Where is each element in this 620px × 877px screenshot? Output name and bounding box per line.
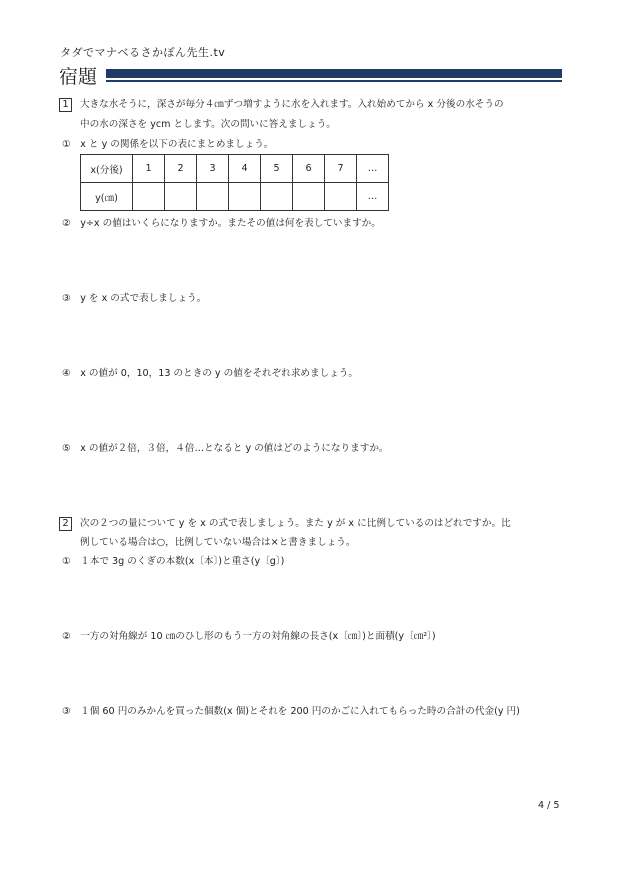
table-cell-y[interactable]: [165, 183, 197, 211]
table-cell-y[interactable]: [293, 183, 325, 211]
question-2-sub-2: ② 一方の対角線が 10 ㎝のひし形のもう一方の対角線の長さ(x〔㎝〕)と面積(y〔㎝²〕): [62, 631, 436, 642]
table-cell-y[interactable]: [197, 183, 229, 211]
table-row-y-label: y(㎝): [81, 183, 133, 211]
table-cell-y[interactable]: [261, 183, 293, 211]
question-1-intro-line-2: 中の水の深さを ycm とします。次の問いに答えましょう。: [80, 119, 336, 130]
title-band: [106, 69, 562, 83]
question-1-sub-3: ③ y を x の式で表しましょう。: [62, 293, 207, 304]
table-cell-x: 1: [133, 155, 165, 183]
table-cell-x: 4: [229, 155, 261, 183]
table-cell-x: 6: [293, 155, 325, 183]
table-cell-x: 5: [261, 155, 293, 183]
question-1-sub-1: ① x と y の関係を以下の表にまとめましょう。: [62, 139, 274, 150]
question-2-number: 2: [59, 517, 72, 531]
question-2-sub-1: ① １本で 3g のくぎの本数(x〔本〕)と重さ(y〔g〕): [62, 556, 285, 567]
table-cell-y[interactable]: [229, 183, 261, 211]
table-cell-x: …: [357, 155, 389, 183]
question-1-intro-line-1: 大きな水そうに，深さが毎分４㎝ずつ増すように水を入れます。入れ始めてから x 分後の水そうの: [80, 99, 504, 110]
table-cell-y: …: [357, 183, 389, 211]
question-2-intro-line-2: 例している場合は○，比例していない場合は×と書きましょう。: [80, 537, 356, 548]
question-1-sub-2: ② y÷x の値はいくらになりますか。またその値は何を表していますか。: [62, 218, 381, 229]
table-cell-y[interactable]: [133, 183, 165, 211]
question-1-sub-4: ④ x の値が 0，10，13 のときの y の値をそれぞれ求めましょう。: [62, 368, 358, 379]
table-row-x-label: x(分後): [81, 155, 133, 183]
table-cell-x: 2: [165, 155, 197, 183]
site-name: タダでマナベるさかぽん先生.tv: [60, 46, 226, 59]
table-row-x: [81, 155, 389, 183]
page-title: 宿題: [59, 66, 98, 88]
question-2-sub-3: ③ １個 60 円のみかんを買った個数(x 個)とそれを 200 円のかごに入れてもらった時の合計の代金(y 円): [62, 706, 520, 717]
xy-table: [80, 154, 389, 211]
table-cell-x: 7: [325, 155, 357, 183]
page-number: 4 / 5: [538, 800, 560, 811]
table-row-y: [81, 183, 389, 211]
table-cell-y[interactable]: [325, 183, 357, 211]
question-2-intro-line-1: 次の２つの量について y を x の式で表しましょう。また y が x に比例しているのはどれですか。比: [80, 518, 511, 529]
question-1-sub-5: ⑤ x の値が２倍，３倍，４倍…となると y の値はどのようになりますか。: [62, 443, 389, 454]
table-cell-x: 3: [197, 155, 229, 183]
question-1-number: 1: [59, 98, 72, 112]
